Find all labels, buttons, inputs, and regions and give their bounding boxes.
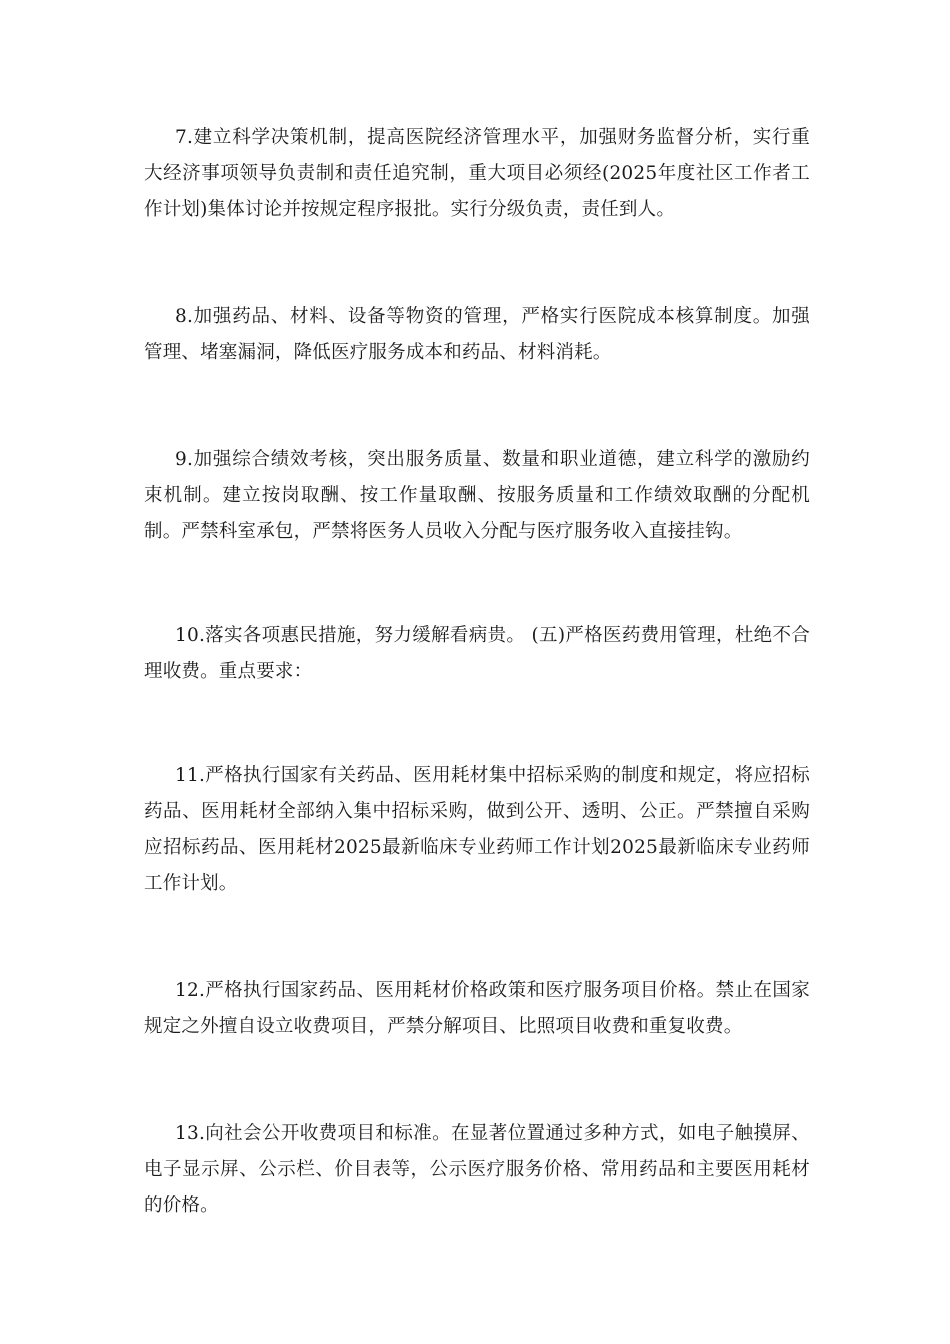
paragraph-9: 9.加强综合绩效考核，突出服务质量、数量和职业道德，建立科学的激励约束机制。建立按岗取酬、按工作量取酬、按服务质量和工作绩效取酬的分配机制。严禁科室承包，严禁将医务人员收入分配与医疗服务收入直接挂钩。 <box>144 449 810 542</box>
paragraph-8: 8.加强药品、材料、设备等物资的管理，严格实行医院成本核算制度。加强管理、堵塞漏洞，降低医疗服务成本和药品、材料消耗。 <box>144 306 810 363</box>
paragraph-10: 10.落实各项惠民措施，努力缓解看病贵。 (五)严格医药费用管理，杜绝不合理收费。重点要求： <box>144 625 810 682</box>
paragraph-13: 13.向社会公开收费项目和标准。在显著位置通过多种方式，如电子触摸屏、电子显示屏、公示栏、价目表等，公示医疗服务价格、常用药品和主要医用耗材的价格。 <box>144 1123 810 1216</box>
paragraph-7: 7.建立科学决策机制，提高医院经济管理水平，加强财务监督分析，实行重大经济事项领导负责制和责任追究制，重大项目必须经(2025年度社区工作者工作计划)集体讨论并按规定程序报批。实行分级负责，责任到人。 <box>144 127 810 220</box>
paragraph-12: 12.严格执行国家药品、医用耗材价格政策和医疗服务项目价格。禁止在国家规定之外擅自设立收费项目，严禁分解项目、比照项目收费和重复收费。 <box>144 980 810 1037</box>
paragraph-11: 11.严格执行国家有关药品、医用耗材集中招标采购的制度和规定，将应招标药品、医用耗材全部纳入集中招标采购，做到公开、透明、公正。严禁擅自采购应招标药品、医用耗材2025最新临床专业药师工作计划2025最新临床专业药师工作计划。 <box>144 765 810 894</box>
